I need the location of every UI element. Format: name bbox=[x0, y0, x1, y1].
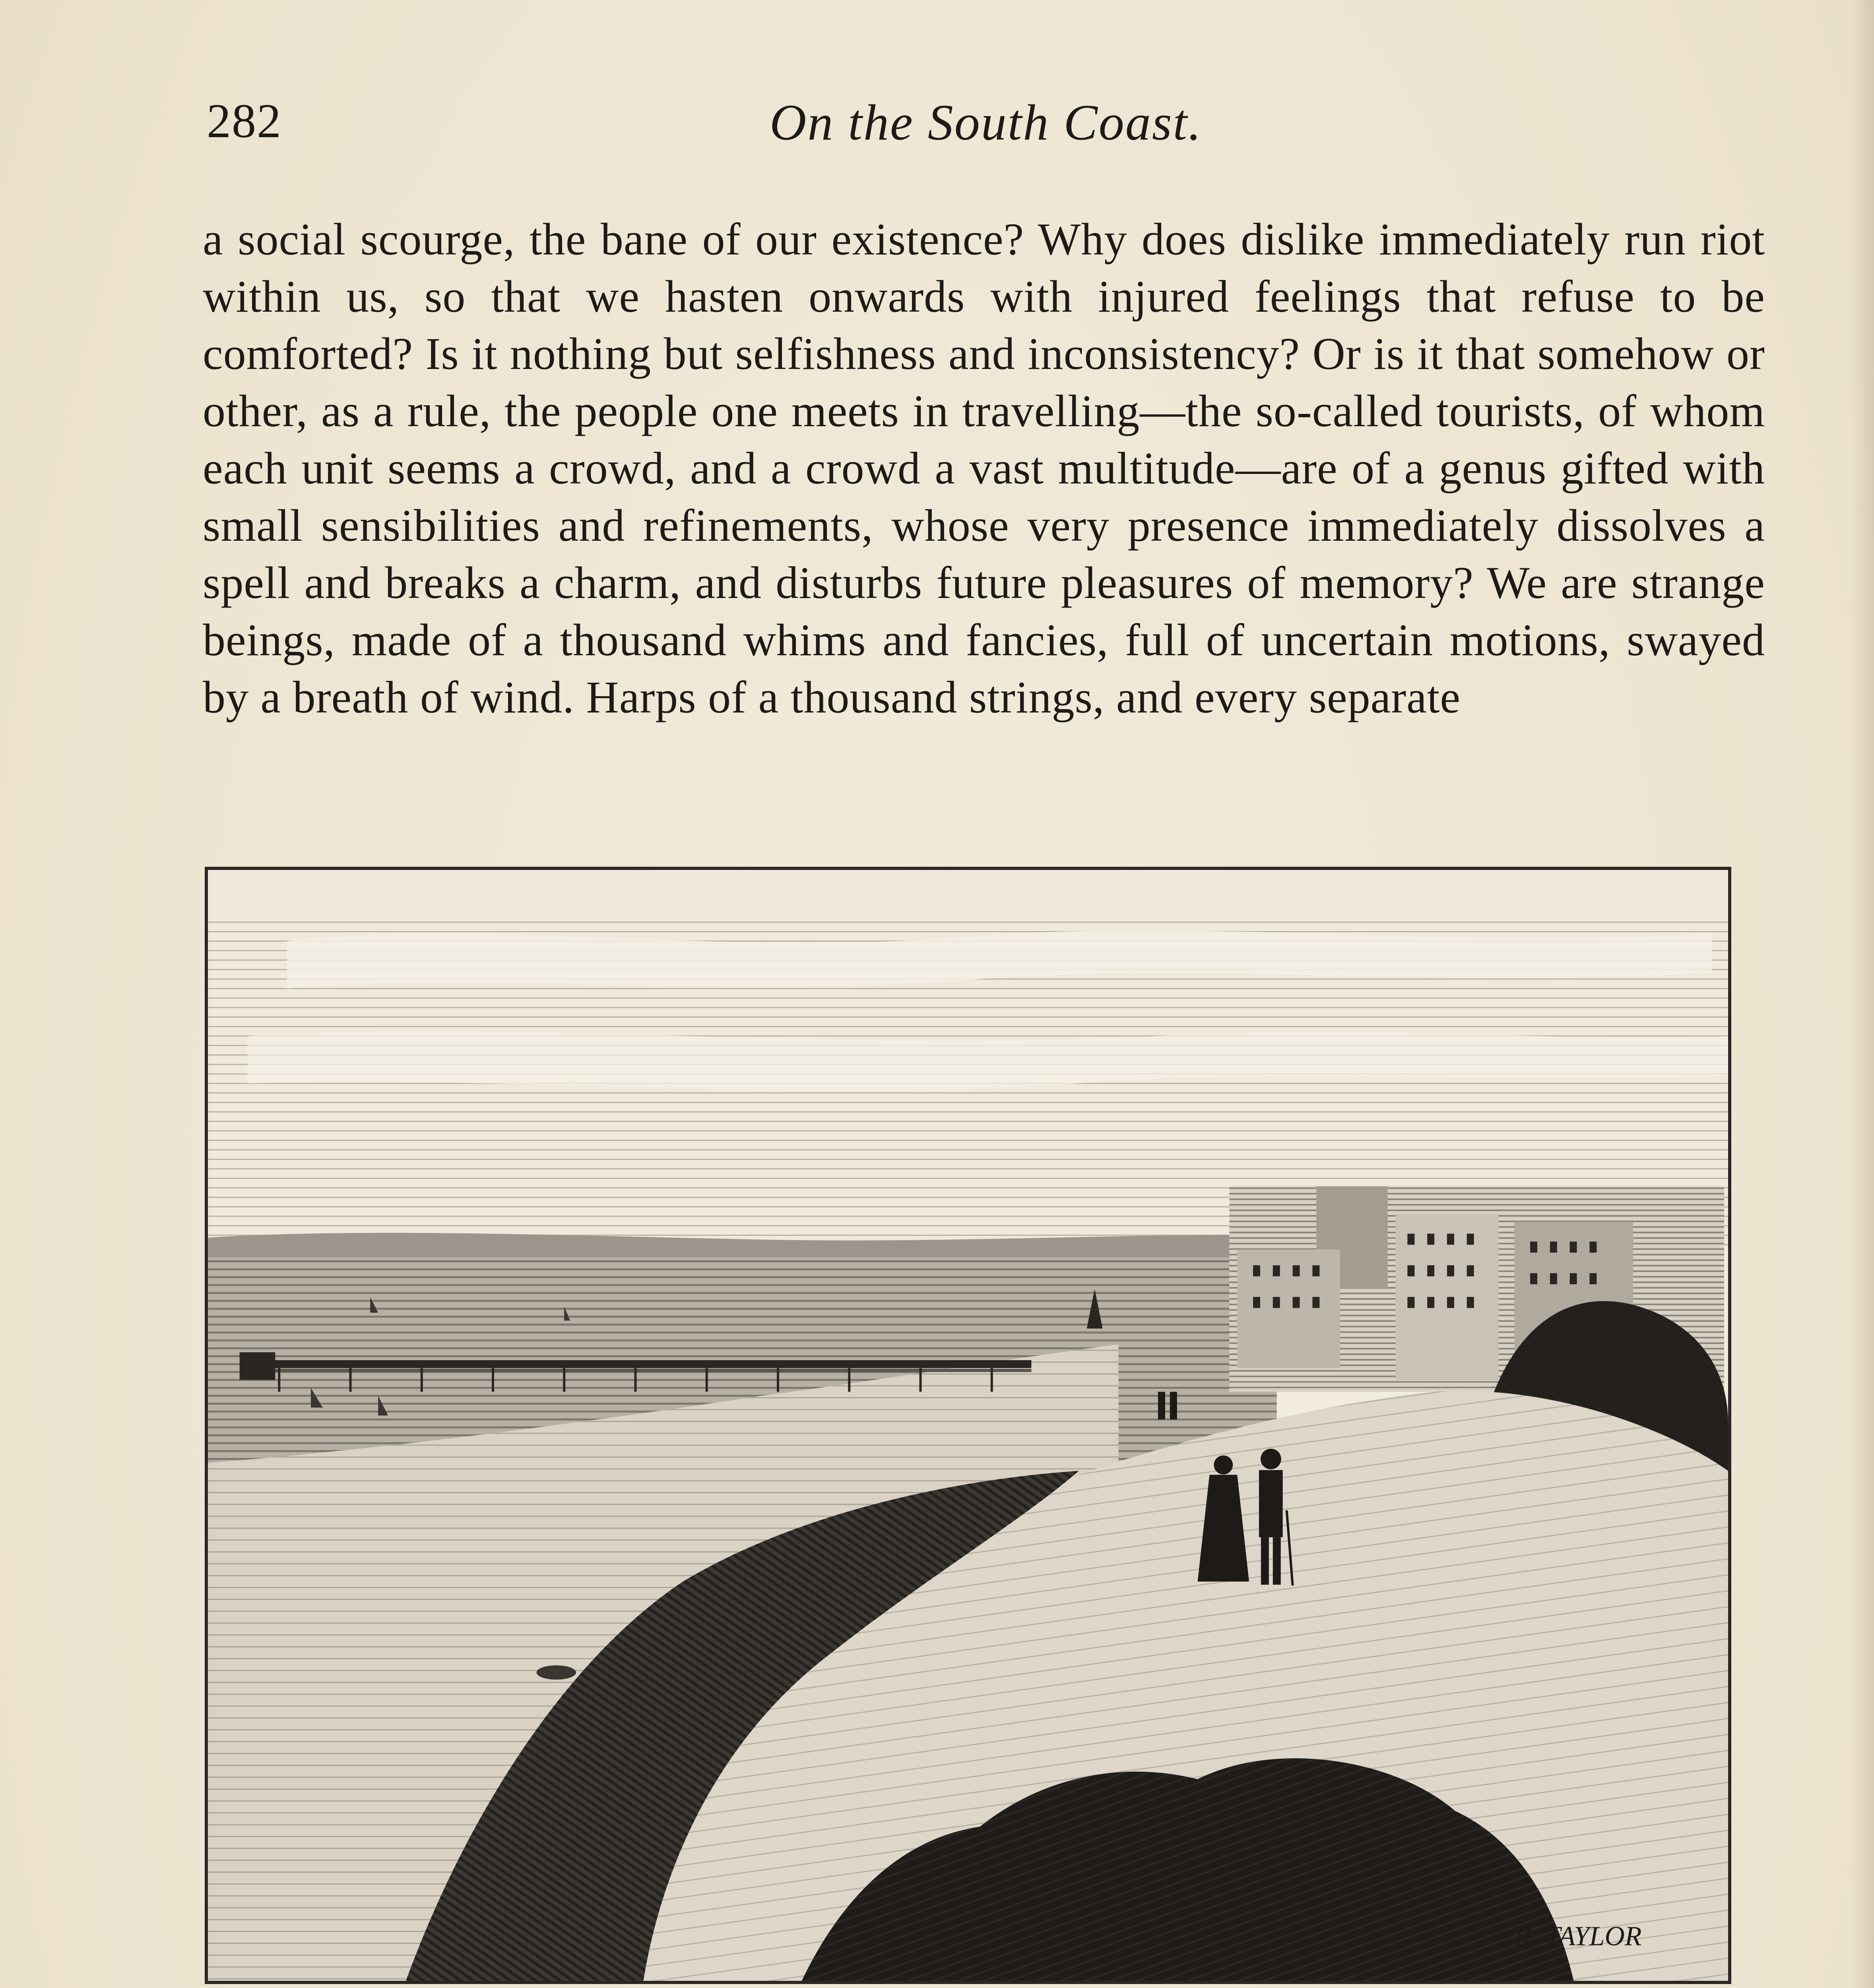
running-head bbox=[207, 93, 1765, 153]
page-edge-shadow bbox=[1850, 0, 1874, 1988]
artist-signature: R. TAYLOR bbox=[1514, 1921, 1642, 1952]
paragraph-1: a social scourge, the bane of our existence? Why does dislike immediately run riot within us, so that we hasten onwards with injured feelings that refuse to be comforted? Is it nothing but selfishness and inconsistency? Or is it that somehow or other, as a rule, the people one meets in travelling—the so-called tourists, of whom each unit seems a crowd, and a crowd a vast multitude—are of a genus gifted with small sensibilities and refinements, whose very presence immediately dissolves a spell and breaks a charm, and disturbs future pleasures of memory? We are strange beings, made of a thousand whims and fancies, full of uncertain motions, swayed by a breath of wind. Harps of a thousand strings, and every separate bbox=[203, 214, 1765, 722]
running-title: On the South Coast. bbox=[769, 94, 1203, 151]
engraving-illustration bbox=[208, 870, 1728, 1981]
bournemouth-engraving bbox=[205, 867, 1731, 1984]
page-number: 282 bbox=[207, 94, 282, 148]
